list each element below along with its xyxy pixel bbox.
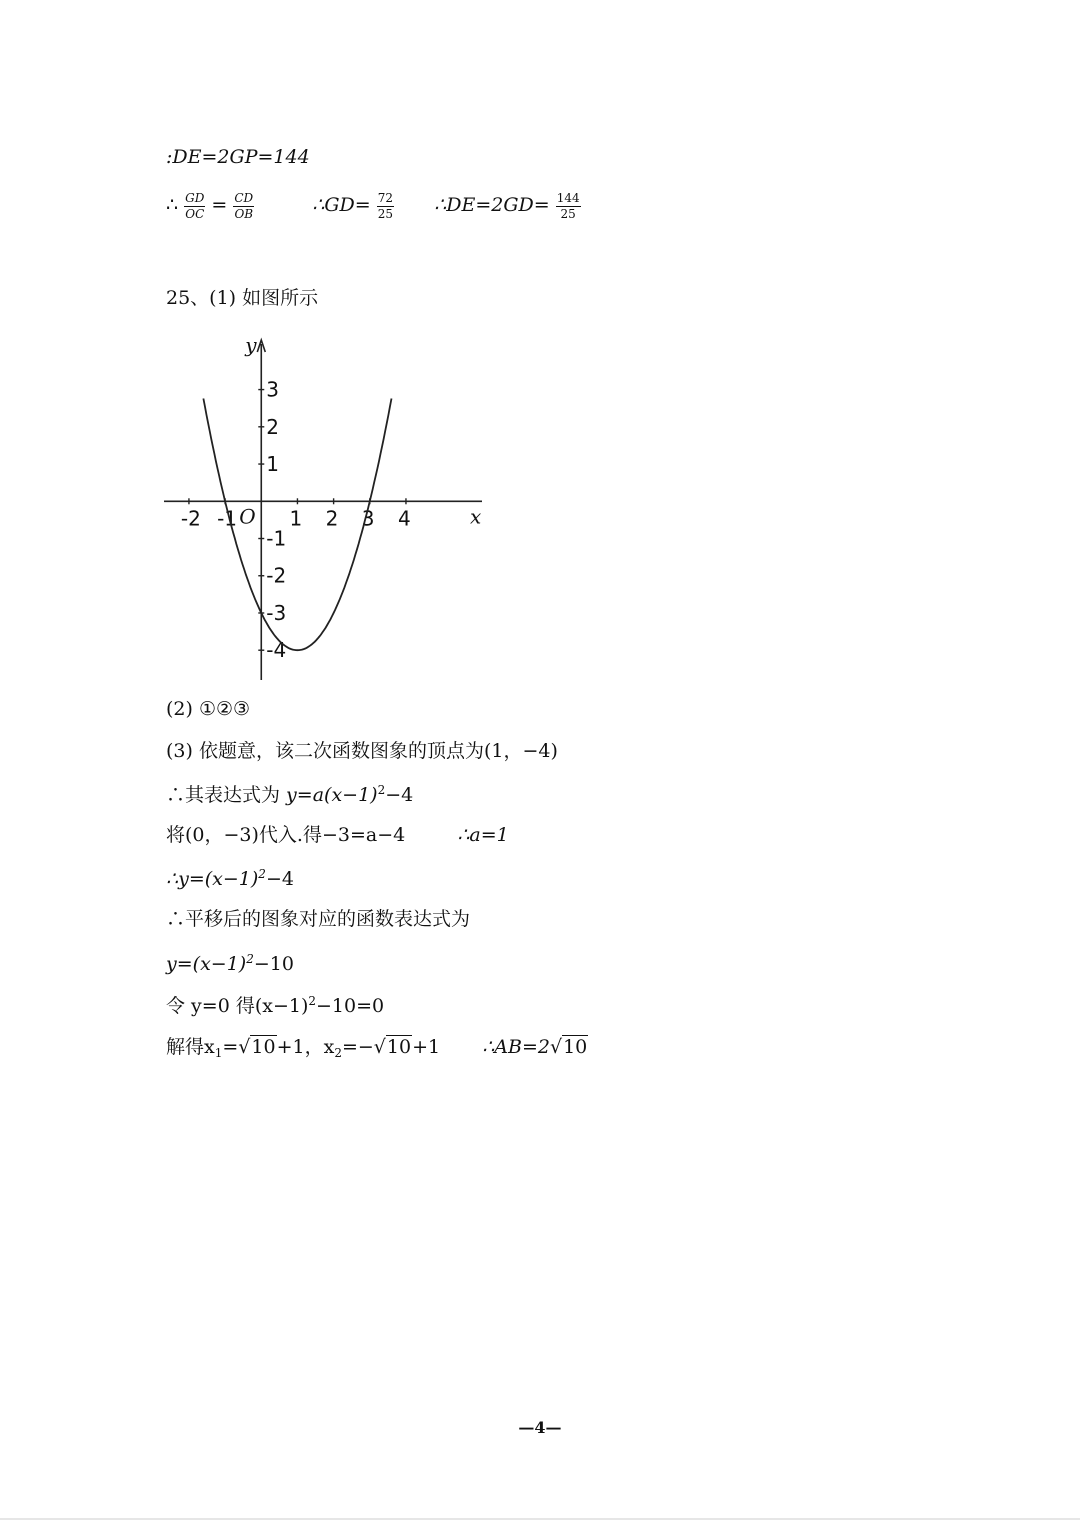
- let-y-zero-line: [166, 995, 384, 1016]
- question-25-text: 25、(1) 如图所示: [166, 287, 319, 309]
- x-tick-label: 3: [361, 506, 375, 531]
- gd-result-label: ∴GD=: [312, 194, 371, 217]
- fraction-numerator: 144: [556, 191, 580, 205]
- x-tick-label: 1: [289, 506, 303, 531]
- solution-line: [166, 1038, 588, 1059]
- expression-lhs: y=a(x−1): [286, 784, 378, 806]
- y-tick-label: 3: [266, 377, 280, 402]
- part-3-text: (3) 依题意，该二次函数图象的顶点为(1，−4): [166, 740, 558, 762]
- shift-statement: [166, 910, 470, 929]
- expression-rhs: −10: [253, 953, 294, 975]
- equals-sign: =: [211, 194, 228, 217]
- parabola-chart: [160, 330, 500, 680]
- line-fractions: [166, 192, 581, 220]
- fraction-numerator: 72: [377, 191, 394, 205]
- fraction-gd-oc: [184, 192, 205, 220]
- expression-lhs: y=(x−1): [166, 953, 247, 975]
- radicand: 10: [251, 1036, 276, 1058]
- y-tick-label: -3: [266, 600, 287, 625]
- sqrt-symbol: =√: [222, 1036, 251, 1058]
- part-3-statement: [166, 742, 558, 761]
- exponent: 2: [377, 783, 386, 797]
- y-tick-label: 1: [266, 452, 280, 477]
- fraction-72-25: [377, 192, 394, 220]
- radicand: 10: [563, 1036, 588, 1058]
- expression-rhs: −4: [385, 784, 414, 806]
- expression-line-2: [166, 868, 294, 889]
- fraction-numerator: CD: [234, 191, 254, 205]
- de-result-label: ∴DE=2GD=: [434, 194, 550, 217]
- fraction-denominator: OB: [234, 206, 254, 221]
- question-25-heading: [166, 289, 318, 308]
- origin-label: O: [239, 504, 256, 529]
- therefore-symbol: ∴: [166, 194, 179, 217]
- expression-lhs: ∴y=(x−1): [166, 868, 259, 890]
- solution-part: +1，x: [276, 1036, 335, 1058]
- let-rhs: −10=0: [316, 995, 385, 1017]
- x-tick-label: -1: [217, 506, 238, 531]
- part-2-text: (2) ①②③: [166, 698, 251, 720]
- fraction-denominator: OC: [185, 206, 205, 221]
- part-2-answer: [166, 700, 250, 719]
- solution-prefix: 解得x: [166, 1036, 215, 1058]
- line-de-2gp: [166, 148, 310, 167]
- x-axis-label: x: [470, 504, 482, 529]
- expression-prefix: ∴其表达式为: [166, 784, 287, 806]
- substitution-line: [166, 826, 509, 845]
- fraction-denominator: 25: [377, 206, 394, 221]
- fraction-numerator: GD: [185, 191, 205, 205]
- x-tick-label: -2: [180, 506, 201, 531]
- expression-line-1: [166, 784, 413, 805]
- y-tick-label: -1: [266, 526, 287, 551]
- expression-rhs: −4: [265, 868, 294, 890]
- page-number: —4—: [518, 1418, 562, 1437]
- a-equals-1: ∴a=1: [457, 824, 509, 846]
- exponent: 2: [246, 952, 254, 966]
- solution-part: +1: [412, 1036, 441, 1058]
- x-tick-label: 4: [397, 506, 411, 531]
- y-tick-label: 2: [266, 414, 280, 439]
- x-tick-label: 2: [325, 506, 339, 531]
- shift-text: ∴平移后的图象对应的函数表达式为: [166, 908, 471, 930]
- substitution-text: 将(0，−3)代入.得−3=a−4: [166, 824, 406, 846]
- fraction-144-25: [556, 192, 581, 220]
- fraction-denominator: 25: [560, 206, 576, 221]
- radicand: 10: [386, 1036, 412, 1058]
- sqrt-symbol: =−√: [341, 1036, 386, 1058]
- y-tick-label: -2: [266, 563, 287, 588]
- subscript-1: 1: [214, 1046, 223, 1060]
- let-prefix: 令 y=0 得(x−1): [166, 995, 309, 1017]
- y-axis-label: y: [245, 333, 257, 357]
- line-de-2gp-text: :DE=2GP=144: [166, 146, 310, 168]
- exponent: 2: [258, 867, 266, 881]
- exponent: 2: [308, 994, 317, 1008]
- expression-line-3: [166, 953, 294, 974]
- subscript-2: 2: [334, 1046, 342, 1060]
- y-tick-label: -4: [266, 638, 287, 663]
- bottom-divider: [0, 1518, 1080, 1520]
- fraction-cd-ob: [233, 192, 254, 220]
- ab-result: ∴AB=2√: [482, 1036, 563, 1058]
